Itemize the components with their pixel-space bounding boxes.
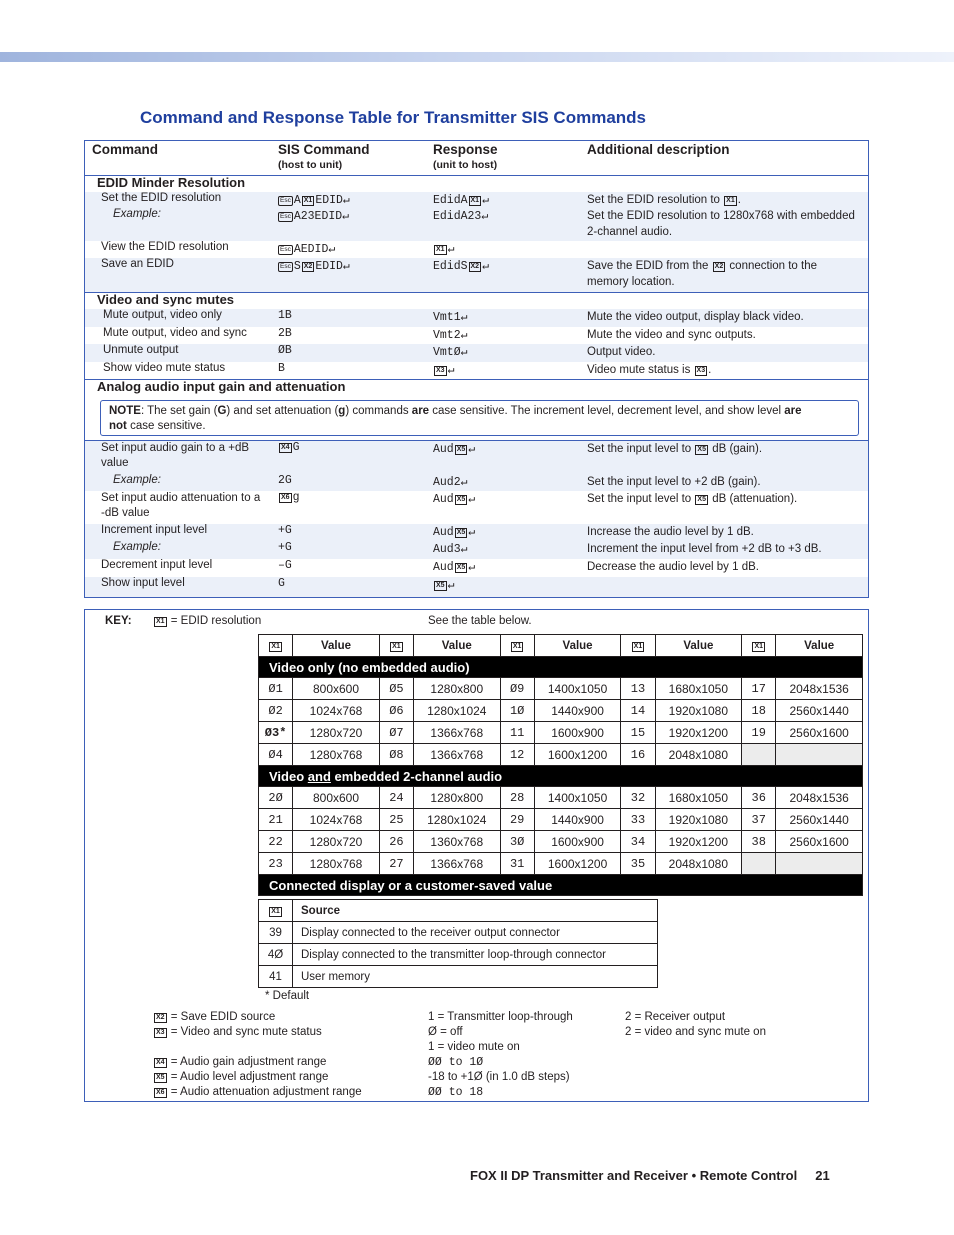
x5-variable-icon: X5 bbox=[456, 446, 466, 453]
enter-icon: ↵ bbox=[460, 346, 468, 359]
grid-key-cell: 27 bbox=[379, 853, 413, 875]
grid-key-cell: 35 bbox=[621, 853, 655, 875]
table-row bbox=[259, 831, 863, 853]
grid-value-cell: 1280x768 bbox=[293, 744, 380, 766]
cell-description: Set the input level to +2 dB (gain). bbox=[587, 476, 761, 488]
grid-key-cell: 15 bbox=[621, 722, 655, 744]
cell-command: Show video mute status bbox=[103, 362, 226, 374]
grid-value-cell: 2560x1440 bbox=[776, 809, 863, 831]
grid-value-cell: 1440x900 bbox=[534, 700, 621, 722]
grid-value-cell: 1024x768 bbox=[293, 809, 380, 831]
grid-key-cell: 11 bbox=[500, 722, 534, 744]
x1-variable-icon: X1 bbox=[633, 642, 643, 650]
section-edid: EDID Minder Resolution bbox=[97, 175, 246, 190]
cell-sis: X4 G bbox=[281, 441, 300, 454]
grid-value-cell: 1280x768 bbox=[293, 853, 380, 875]
grid-key-cell: Ø2 bbox=[259, 700, 293, 722]
grid-key-cell: 14 bbox=[621, 700, 655, 722]
cell-response: Vmt1↵ bbox=[433, 311, 468, 324]
grid-value-cell: 1920x1200 bbox=[655, 831, 742, 853]
grid-key-cell: 24 bbox=[379, 787, 413, 809]
grid-key-cell: 28 bbox=[500, 787, 534, 809]
cell-response: Aud X5 ↵ bbox=[433, 493, 476, 506]
grid-key-cell: 2Ø bbox=[259, 787, 293, 809]
cell-sis: Esc A X1 EDID↵ bbox=[280, 194, 350, 207]
cell-response: Aud X5 ↵ bbox=[433, 526, 476, 539]
table-row bbox=[85, 192, 868, 208]
grid-key-cell bbox=[742, 853, 776, 875]
cell-sis: +G bbox=[278, 524, 292, 537]
x1-variable-icon: X1 bbox=[392, 642, 401, 650]
grid-value-cell: 1280x720 bbox=[293, 831, 380, 853]
cell-sis: 2B bbox=[278, 327, 292, 340]
cell-sis: B bbox=[278, 362, 285, 375]
col-response: Response bbox=[433, 142, 498, 157]
table-row bbox=[85, 491, 868, 524]
col-sis-command: SIS Command bbox=[278, 142, 370, 157]
grid-value-cell: 1680x1050 bbox=[655, 678, 742, 700]
enter-icon: ↵ bbox=[460, 543, 468, 556]
enter-icon: ↵ bbox=[468, 443, 476, 456]
enter-icon: ↵ bbox=[342, 210, 350, 223]
grid-key-cell: 21 bbox=[259, 809, 293, 831]
grid-value-header: Value bbox=[655, 635, 742, 657]
cell-response: VmtØ↵ bbox=[433, 346, 468, 359]
grid-key-cell: 33 bbox=[621, 809, 655, 831]
grid-value-cell: 1280x800 bbox=[414, 787, 501, 809]
x2-variable-icon: X2 bbox=[470, 263, 480, 270]
grid-value-cell: 1920x1080 bbox=[655, 700, 742, 722]
enter-icon: ↵ bbox=[468, 493, 476, 506]
x4-variable-icon: X4 bbox=[156, 1059, 165, 1066]
table-row: 4Ø Display connected to the transmitter loop-through connector bbox=[259, 944, 658, 966]
cell-command: Unmute output bbox=[103, 344, 179, 356]
x1-variable-icon: X1 bbox=[470, 197, 480, 204]
grid-value-cell: 1280x720 bbox=[293, 722, 380, 744]
grid-key-cell: 12 bbox=[500, 744, 534, 766]
grid-key-cell: Ø8 bbox=[379, 744, 413, 766]
grid-value-cell: 1024x768 bbox=[293, 700, 380, 722]
esc-key-icon: Esc bbox=[280, 263, 291, 270]
grid-key-cell: Ø4 bbox=[259, 744, 293, 766]
cell-description: Mute the video and sync outputs. bbox=[587, 329, 756, 341]
cell-description: Output video. bbox=[587, 346, 656, 358]
cell-description: Decrease the audio level by 1 dB. bbox=[587, 561, 759, 573]
col-sis-sub: (host to unit) bbox=[278, 159, 343, 171]
grid-value-header: Value bbox=[293, 635, 380, 657]
enter-icon: ↵ bbox=[460, 476, 468, 489]
x1-variable-icon: X1 bbox=[754, 642, 764, 650]
table-row bbox=[85, 441, 868, 474]
table-row bbox=[85, 524, 868, 541]
grid-value-cell: 1920x1080 bbox=[655, 809, 742, 831]
grid-value-cell: 1920x1200 bbox=[655, 722, 742, 744]
col-response-sub: (unit to host) bbox=[433, 159, 498, 171]
cell-sis: 2G bbox=[278, 474, 292, 487]
key-label: KEY: bbox=[105, 615, 132, 627]
default-note: * Default bbox=[265, 990, 310, 1002]
key-defs-left: X2 = Save EDID source X3 = Video and sync mute status X4 = Audio gain adjustment range X5 = Audio level adjustment range X6 = Audio attenuation adjustment range bbox=[156, 1011, 362, 1098]
table-row bbox=[259, 744, 863, 766]
grid-key-cell: Ø9 bbox=[500, 678, 534, 700]
cell-description: Set the EDID resolution to 1280x768 with embedded 2-channel audio. bbox=[587, 210, 855, 238]
grid-key-header bbox=[500, 635, 534, 657]
cell-command: Increment input level bbox=[101, 524, 208, 536]
cell-command: Set the EDID resolution bbox=[101, 192, 222, 204]
grid-value-cell: 1280x1024 bbox=[414, 809, 501, 831]
grid-value-cell: 1440x900 bbox=[534, 809, 621, 831]
cell-sis: –G bbox=[278, 559, 292, 572]
grid-value-cell: 800x600 bbox=[293, 678, 380, 700]
grid-key-cell: 34 bbox=[621, 831, 655, 853]
grid-key-cell: Ø6 bbox=[379, 700, 413, 722]
section-audio: Analog audio input gain and attenuation bbox=[97, 379, 346, 394]
grid-key-header bbox=[259, 635, 293, 657]
cell-description: Increase the audio level by 1 dB. bbox=[587, 526, 754, 538]
band-connected: Connected display or a customer-saved value bbox=[259, 875, 863, 896]
source-table bbox=[258, 899, 658, 988]
source-header: Source bbox=[293, 900, 658, 922]
x6-variable-icon: X6 bbox=[156, 1089, 165, 1096]
see-table-text: See the table below. bbox=[428, 615, 532, 627]
enter-icon: ↵ bbox=[468, 526, 476, 539]
grid-key-cell bbox=[742, 744, 776, 766]
band-video-only: Video only (no embedded audio) bbox=[259, 657, 863, 678]
grid-key-cell: 22 bbox=[259, 831, 293, 853]
esc-key-icon: Esc bbox=[280, 197, 291, 204]
x3-variable-icon: X3 bbox=[436, 367, 445, 374]
key-box bbox=[84, 609, 869, 1102]
cell-command: Save an EDID bbox=[101, 258, 174, 270]
grid-value-cell: 1680x1050 bbox=[655, 787, 742, 809]
cell-command: Example: bbox=[113, 541, 161, 553]
x3-variable-icon: X3 bbox=[696, 367, 706, 374]
grid-value-cell bbox=[776, 853, 863, 875]
grid-value-cell: 2560x1600 bbox=[776, 722, 863, 744]
x5-variable-icon: X5 bbox=[456, 564, 466, 571]
x5-variable-icon: X5 bbox=[456, 496, 466, 503]
table-row: 39 Display connected to the receiver output connector bbox=[259, 922, 658, 944]
key-defs-right: 2 = Receiver output 2 = video and sync mute on bbox=[625, 1011, 766, 1038]
grid-key-cell: 31 bbox=[500, 853, 534, 875]
table-row bbox=[85, 474, 868, 491]
esc-key-icon: Esc bbox=[280, 213, 291, 220]
cell-description: Mute the video output, display black video. bbox=[587, 311, 804, 323]
col-command: Command bbox=[92, 142, 159, 157]
band-video-audio: Video and embedded 2-channel audio bbox=[259, 766, 863, 787]
source-key-header bbox=[259, 900, 293, 922]
x1-variable-icon: X1 bbox=[303, 197, 313, 204]
grid-value-cell: 2048x1536 bbox=[776, 787, 863, 809]
cell-sis: X6 g bbox=[281, 491, 300, 504]
grid-key-cell: 26 bbox=[379, 831, 413, 853]
enter-icon: ↵ bbox=[468, 561, 476, 574]
grid-value-cell: 1600x1200 bbox=[534, 744, 621, 766]
grid-key-header bbox=[742, 635, 776, 657]
section-mutes: Video and sync mutes bbox=[97, 292, 235, 307]
grid-value-cell: 1280x800 bbox=[414, 678, 501, 700]
command-table bbox=[84, 140, 869, 598]
x1-variable-icon: X1 bbox=[726, 197, 735, 204]
x1-variable-icon: X1 bbox=[512, 642, 522, 650]
grid-key-cell: 32 bbox=[621, 787, 655, 809]
cell-response: Aud3↵ bbox=[433, 543, 468, 556]
enter-icon: ↵ bbox=[482, 194, 490, 207]
grid-value-cell: 2560x1600 bbox=[776, 831, 863, 853]
x5-variable-icon: X5 bbox=[156, 1074, 165, 1081]
cell-response: EdidS X2 ↵ bbox=[433, 260, 490, 273]
enter-icon: ↵ bbox=[447, 579, 455, 592]
grid-key-cell: 38 bbox=[742, 831, 776, 853]
grid-value-cell: 1600x900 bbox=[534, 831, 621, 853]
x3-variable-icon: X3 bbox=[156, 1029, 165, 1036]
cell-response bbox=[433, 362, 455, 377]
cell-command: Example: bbox=[113, 208, 161, 220]
enter-icon: ↵ bbox=[447, 243, 455, 256]
esc-key-icon: Esc bbox=[280, 246, 291, 253]
edid-resolution-grid bbox=[258, 634, 863, 896]
cell-response: EdidA X1 ↵ bbox=[433, 194, 490, 207]
grid-value-cell: 800x600 bbox=[293, 787, 380, 809]
grid-key-cell: 18 bbox=[742, 700, 776, 722]
table-row bbox=[85, 577, 868, 597]
cell-response bbox=[433, 241, 455, 256]
cell-command: Mute output, video and sync bbox=[103, 327, 247, 339]
grid-key-cell: 37 bbox=[742, 809, 776, 831]
grid-key-cell: 17 bbox=[742, 678, 776, 700]
cell-response: Aud X5 ↵ bbox=[433, 561, 476, 574]
enter-icon: ↵ bbox=[481, 210, 489, 223]
key-defs-mid: 1 = Transmitter loop-through Ø = off 1 = video mute on ØØ to 1Ø -18 to +1Ø (in 1.0 dB steps) ØØ to 18 bbox=[428, 1011, 573, 1099]
grid-value-cell: 1366x768 bbox=[414, 722, 501, 744]
page-title: Command and Response Table for Transmitter SIS Commands bbox=[140, 108, 647, 127]
table-row bbox=[85, 258, 868, 292]
cell-sis: Esc AEDID↵ bbox=[280, 243, 336, 256]
cell-sis: ØB bbox=[278, 344, 292, 357]
header-gradient-bar bbox=[0, 52, 954, 62]
grid-key-cell: Ø5 bbox=[379, 678, 413, 700]
cell-description: Set the EDID resolution to X1 . bbox=[587, 194, 741, 206]
key-x1-def: X1 = EDID resolution bbox=[156, 615, 262, 627]
grid-value-cell: 1366x768 bbox=[414, 744, 501, 766]
x2-variable-icon: X2 bbox=[303, 263, 313, 270]
cell-description: Set the input level to X5 dB (attenuation). bbox=[587, 493, 798, 505]
table-row bbox=[259, 809, 863, 831]
grid-key-cell: 36 bbox=[742, 787, 776, 809]
cell-command: Example: bbox=[113, 474, 161, 486]
grid-value-header: Value bbox=[414, 635, 501, 657]
grid-key-cell: Ø1 bbox=[259, 678, 293, 700]
enter-icon: ↵ bbox=[447, 364, 455, 377]
cell-response: Vmt2↵ bbox=[433, 329, 468, 342]
enter-icon: ↵ bbox=[482, 260, 490, 273]
cell-description: Increment the input level from +2 dB to +3 dB. bbox=[587, 543, 822, 555]
grid-key-cell: 16 bbox=[621, 744, 655, 766]
grid-value-cell: 1600x900 bbox=[534, 722, 621, 744]
cell-command: Decrement input level bbox=[101, 559, 213, 571]
enter-icon: ↵ bbox=[328, 243, 336, 256]
table-row bbox=[85, 559, 868, 577]
grid-value-cell: 2560x1440 bbox=[776, 700, 863, 722]
table-header bbox=[85, 141, 868, 175]
grid-key-cell: 29 bbox=[500, 809, 534, 831]
x1-variable-icon: X1 bbox=[271, 907, 280, 915]
cell-command: Set input audio gain to a +dB value bbox=[101, 442, 250, 469]
grid-key-header bbox=[621, 635, 655, 657]
grid-value-cell: 1400x1050 bbox=[534, 678, 621, 700]
x1-variable-icon: X1 bbox=[271, 642, 280, 650]
enter-icon: ↵ bbox=[460, 311, 468, 324]
x1-variable-icon: X1 bbox=[436, 246, 445, 253]
grid-value-header: Value bbox=[534, 635, 621, 657]
cell-sis: Esc S X2 EDID↵ bbox=[280, 260, 350, 273]
cell-command: View the EDID resolution bbox=[101, 241, 229, 253]
grid-value-cell: 1360x768 bbox=[414, 831, 501, 853]
grid-key-header bbox=[379, 635, 413, 657]
table-row bbox=[259, 678, 863, 700]
table-row: 41 User memory bbox=[259, 966, 658, 988]
cell-response bbox=[433, 577, 455, 592]
grid-value-cell: 2048x1536 bbox=[776, 678, 863, 700]
page-footer: FOX II DP Transmitter and Receiver • Remote Control 21 bbox=[470, 1168, 830, 1183]
enter-icon: ↵ bbox=[460, 329, 468, 342]
grid-key-cell: 23 bbox=[259, 853, 293, 875]
grid-key-cell: 13 bbox=[621, 678, 655, 700]
x1-variable-icon: X1 bbox=[156, 618, 165, 625]
table-row bbox=[85, 344, 868, 362]
grid-key-cell: 3Ø bbox=[500, 831, 534, 853]
cell-sis: +G bbox=[278, 541, 292, 554]
grid-key-cell: 25 bbox=[379, 809, 413, 831]
x5-variable-icon: X5 bbox=[436, 582, 445, 589]
table-row bbox=[259, 700, 863, 722]
cell-response: Aud X5 ↵ bbox=[433, 443, 476, 456]
enter-icon: ↵ bbox=[342, 194, 350, 207]
x5-variable-icon: X5 bbox=[456, 529, 466, 536]
cell-command: Show input level bbox=[101, 577, 185, 589]
table-row bbox=[85, 327, 868, 344]
cell-sis: G bbox=[278, 577, 285, 590]
grid-value-cell: 1400x1050 bbox=[534, 787, 621, 809]
x5-variable-icon: X5 bbox=[697, 496, 706, 503]
cell-response: EdidA23↵ bbox=[433, 210, 489, 223]
note-box: NOTE: The set gain (G) and set attenuation (g) commands are case sensitive. The increment level, decrement level, and show level are not case sensitive. bbox=[100, 400, 859, 436]
table-row bbox=[85, 208, 868, 241]
cell-sis: Esc A23EDID↵ bbox=[280, 210, 350, 223]
table-row bbox=[259, 722, 863, 744]
cell-description: Video mute status is X3 . bbox=[587, 364, 712, 376]
cell-sis: 1B bbox=[278, 309, 292, 322]
cell-command: Mute output, video only bbox=[103, 309, 222, 321]
grid-value-cell: 1600x1200 bbox=[534, 853, 621, 875]
grid-key-cell: 19 bbox=[742, 722, 776, 744]
grid-value-header: Value bbox=[776, 635, 863, 657]
grid-key-cell: 1Ø bbox=[500, 700, 534, 722]
grid-key-cell: Ø3* bbox=[259, 722, 293, 744]
table-row bbox=[85, 241, 868, 258]
cell-command: Set input audio attenuation to a -dB value bbox=[101, 492, 261, 519]
x6-variable-icon: X6 bbox=[281, 494, 290, 501]
grid-value-cell bbox=[776, 744, 863, 766]
grid-value-cell: 1366x768 bbox=[414, 853, 501, 875]
enter-icon: ↵ bbox=[342, 260, 350, 273]
table-row bbox=[259, 787, 863, 809]
table-row bbox=[85, 362, 868, 379]
grid-key-cell: Ø7 bbox=[379, 722, 413, 744]
grid-value-cell: 2048x1080 bbox=[655, 744, 742, 766]
cell-description: Set the input level to X5 dB (gain). bbox=[587, 443, 763, 455]
table-row bbox=[85, 541, 868, 559]
x2-variable-icon: X2 bbox=[156, 1014, 165, 1021]
grid-value-cell: 2048x1080 bbox=[655, 853, 742, 875]
x2-variable-icon: X2 bbox=[714, 263, 724, 270]
grid-value-cell: 1280x1024 bbox=[414, 700, 501, 722]
cell-response: Aud2↵ bbox=[433, 476, 468, 489]
x5-variable-icon: X5 bbox=[697, 446, 706, 453]
table-row bbox=[259, 853, 863, 875]
col-description: Additional description bbox=[587, 142, 730, 157]
table-row bbox=[85, 309, 868, 327]
cell-description: Save the EDID from the X2 connection to the memory location. bbox=[587, 260, 818, 288]
x4-variable-icon: X4 bbox=[281, 444, 290, 451]
